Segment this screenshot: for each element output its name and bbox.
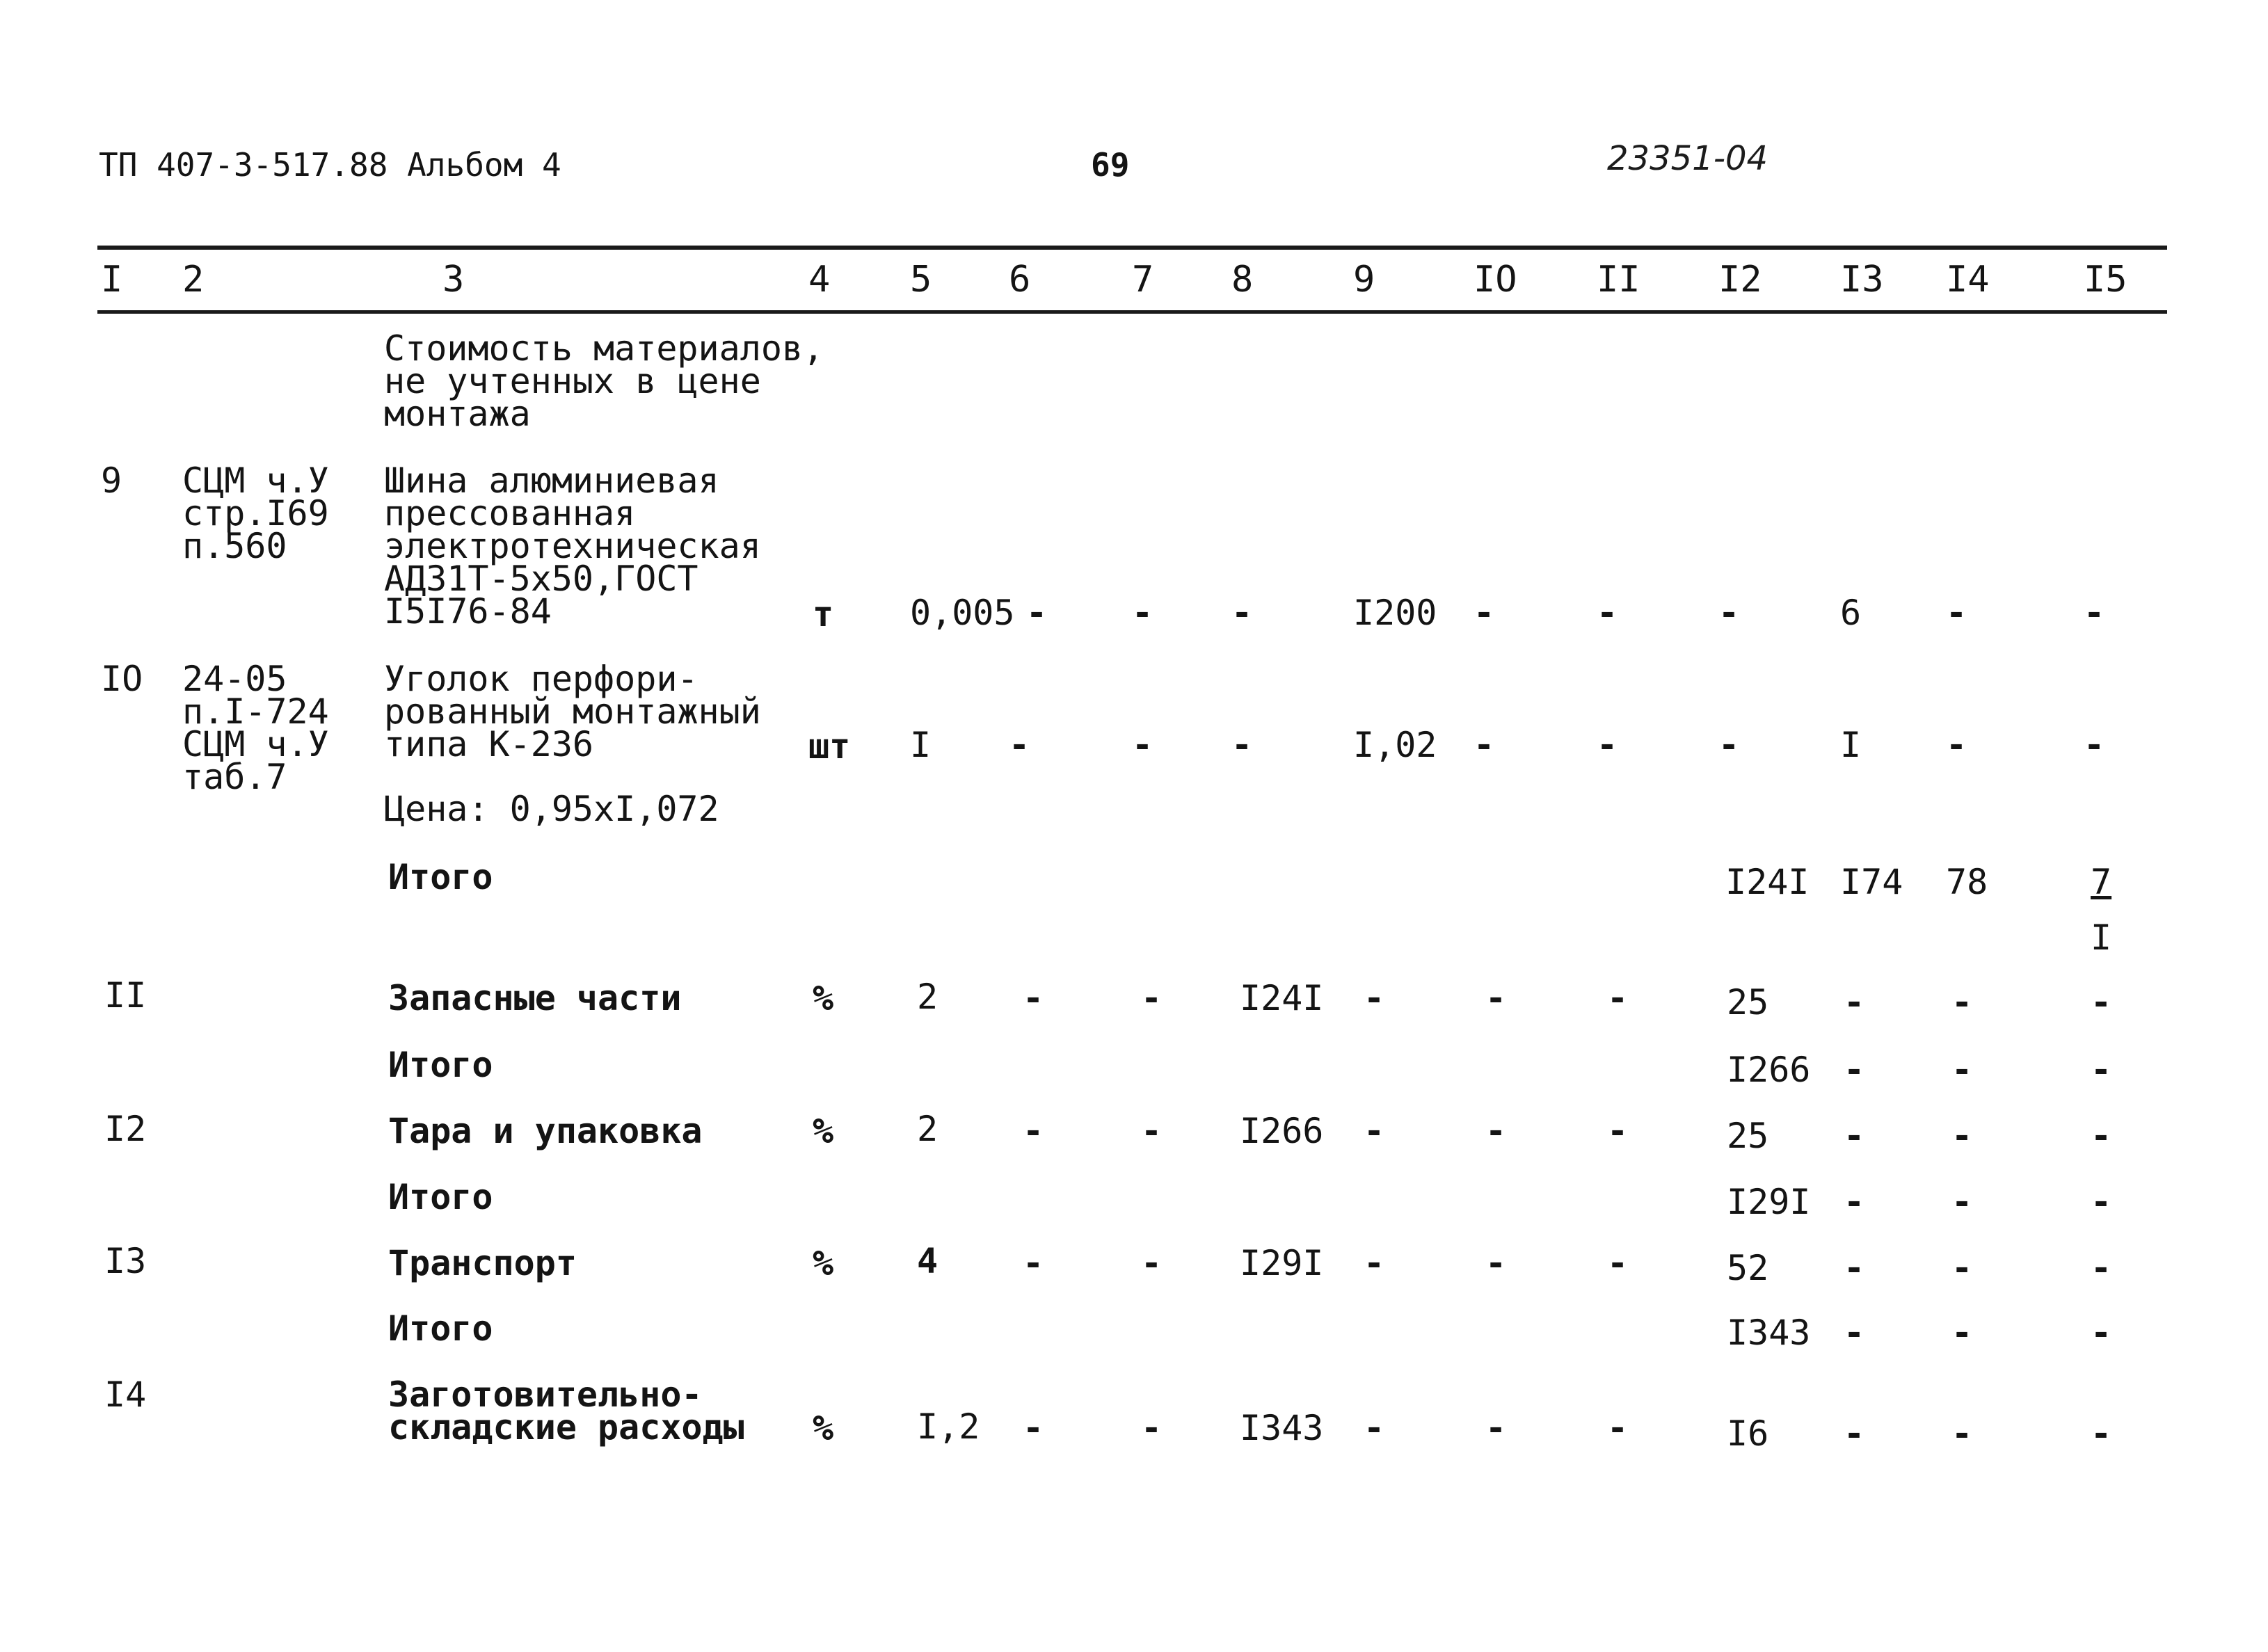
cell-c4: % <box>813 1111 834 1151</box>
cell-c11: - <box>1607 1111 1629 1151</box>
cell-c7: - <box>1141 978 1163 1018</box>
row-reference: СЦМ ч.У стр.I69 п.560 <box>182 460 329 566</box>
row-name: Итого <box>388 1177 493 1217</box>
cell-c6: - <box>1023 1408 1044 1448</box>
column-number: 3 <box>442 259 465 300</box>
cell-c12: I343 <box>1727 1313 1811 1353</box>
cell-c9: I200 <box>1353 593 1437 633</box>
cell-c10: - <box>1474 593 1495 633</box>
cell-c15: - <box>2091 1182 2112 1222</box>
cell-c8: - <box>1231 593 1253 633</box>
table-top-rule <box>97 246 2167 250</box>
cell-c15: - <box>2091 1313 2112 1353</box>
row-number: II <box>104 975 147 1016</box>
column-number: 9 <box>1353 259 1375 300</box>
cell-c8: I24I <box>1240 978 1324 1018</box>
cell-c10: - <box>1485 1243 1507 1283</box>
cell-c7: - <box>1132 593 1153 633</box>
cell-c14: - <box>1946 593 1967 633</box>
cell-c5: I,2 <box>917 1406 980 1447</box>
cell-c12: - <box>1718 725 1740 765</box>
cell-c10: - <box>1474 725 1495 765</box>
cell-c11: - <box>1607 978 1629 1018</box>
row-number: IO <box>101 659 143 699</box>
cell-c13: 6 <box>1840 593 1862 633</box>
cell-c6: - <box>1026 593 1048 633</box>
cell-c11: - <box>1607 1408 1629 1448</box>
cell-c7: - <box>1141 1408 1163 1448</box>
cell-c12: 25 <box>1727 1116 1769 1156</box>
cell-c5: 2 <box>917 1109 939 1149</box>
cell-c15: - <box>2084 593 2105 633</box>
cell-c9: I,02 <box>1353 725 1437 765</box>
cell-c11: - <box>1597 725 1618 765</box>
document-reference: ТП 407-3-517.88 Альбом 4 <box>99 146 561 184</box>
column-number: 6 <box>1009 259 1031 300</box>
cell-c9: - <box>1364 1243 1385 1283</box>
header-bottom-rule <box>97 310 2167 314</box>
cell-c12: 25 <box>1727 982 1769 1023</box>
row-number: I2 <box>104 1109 147 1149</box>
column-number: IO <box>1474 259 1517 300</box>
row-name: Уголок перфори- рованный монтажный типа К-236 <box>384 659 761 764</box>
cell-c8: - <box>1231 725 1253 765</box>
cell-c15: - <box>2091 1050 2112 1090</box>
cell-c4: % <box>813 1243 834 1283</box>
cell-c12: I29I <box>1727 1182 1811 1222</box>
column-number: I3 <box>1840 259 1884 300</box>
cell-c8: I266 <box>1240 1111 1324 1151</box>
column-number: II <box>1597 259 1640 300</box>
cell-c14: - <box>1951 1116 1973 1156</box>
cell-c14: - <box>1951 1182 1973 1222</box>
cell-c5: 2 <box>917 977 939 1017</box>
cell-c7: - <box>1141 1111 1163 1151</box>
row-reference: 24-05 п.I-724 СЦМ ч.У таб.7 <box>182 659 329 797</box>
row-number: 9 <box>101 460 122 501</box>
cell-c10: - <box>1485 1408 1507 1448</box>
cell-c6: - <box>1023 978 1044 1018</box>
cell-c14: - <box>1951 1050 1973 1090</box>
cell-c13: I74 <box>1840 862 1903 902</box>
column-number: I5 <box>2084 259 2127 300</box>
cell-c10: - <box>1485 978 1507 1018</box>
cell-c4: шт <box>808 726 851 767</box>
cell-c11: - <box>1607 1243 1629 1283</box>
cell-c4: т <box>813 594 834 634</box>
column-number: 8 <box>1231 259 1254 300</box>
cell-c12: I24I <box>1725 862 1810 902</box>
cell-c6: - <box>1023 1111 1044 1151</box>
row-name: Итого <box>388 857 493 897</box>
cell-c8: I29I <box>1240 1243 1324 1283</box>
cell-c9: - <box>1364 978 1385 1018</box>
cell-c13: - <box>1844 982 1865 1023</box>
cell-c4: % <box>813 1408 834 1448</box>
column-number: 7 <box>1132 259 1154 300</box>
cell-c13: - <box>1844 1050 1865 1090</box>
cell-c12: I266 <box>1727 1050 1811 1090</box>
cell-c15: - <box>2091 982 2112 1023</box>
cell-c12: I6 <box>1727 1413 1769 1454</box>
cell-c15: - <box>2084 725 2105 765</box>
section-title: Стоимость материалов, не учтенных в цене монтажа <box>384 328 824 434</box>
cell-c9: - <box>1364 1111 1385 1151</box>
cell-c6: - <box>1009 725 1030 765</box>
column-number: 5 <box>910 259 932 300</box>
row-name: Итого <box>388 1045 493 1085</box>
cell-c4: % <box>813 978 834 1018</box>
cell-c15: - <box>2091 1116 2112 1156</box>
row-number: I4 <box>104 1374 147 1415</box>
row-name: Тара и упаковка <box>388 1111 703 1151</box>
cell-c8: I343 <box>1240 1408 1324 1448</box>
row-number: I3 <box>104 1241 147 1281</box>
row-name: Запасные части <box>388 978 682 1018</box>
cell-c12: - <box>1718 593 1740 633</box>
cell-c15: - <box>2091 1248 2112 1288</box>
column-number: I <box>101 259 123 300</box>
cell-c5: 0,005 <box>910 593 1015 633</box>
page-number: 69 <box>1091 146 1130 184</box>
column-number: 2 <box>182 259 205 300</box>
column-number: 4 <box>808 259 831 300</box>
cell-c10: - <box>1485 1111 1507 1151</box>
cell-c13: - <box>1844 1248 1865 1288</box>
cell-c12: 52 <box>1727 1248 1769 1288</box>
cell-c7: - <box>1132 725 1153 765</box>
cell-c14: - <box>1951 1413 1973 1454</box>
cell-c13: - <box>1844 1116 1865 1156</box>
cell-c15: - <box>2091 1413 2112 1454</box>
price-note: Цена: 0,95хI,072 <box>384 789 719 829</box>
cell-c13: - <box>1844 1413 1865 1454</box>
cell-c11: - <box>1597 593 1618 633</box>
cell-c13: - <box>1844 1182 1865 1222</box>
cell-c14: 78 <box>1946 862 1988 902</box>
cell-c13: I <box>1840 725 1862 765</box>
cell-c14: - <box>1951 1313 1973 1353</box>
cell-c14: - <box>1951 1248 1973 1288</box>
cell-c7: - <box>1141 1243 1163 1283</box>
cell-c15-denominator: I <box>2091 917 2112 958</box>
column-number: I2 <box>1718 259 1762 300</box>
cell-c9: - <box>1364 1408 1385 1448</box>
cell-c6: - <box>1023 1243 1044 1283</box>
cell-c14: - <box>1946 725 1967 765</box>
cell-c5: I <box>910 725 932 765</box>
row-name: Шина алюминиевая прессованная электротехническая АД31Т-5х50,ГОСТ I5I76-84 <box>384 460 761 632</box>
handwritten-number: 23351-04 <box>1607 139 1768 178</box>
cell-c13: - <box>1844 1313 1865 1353</box>
row-name: Заготовительно- складские расходы <box>388 1374 744 1447</box>
cell-c5: 4 <box>917 1241 939 1281</box>
row-name: Транспорт <box>388 1243 577 1283</box>
row-name: Итого <box>388 1308 493 1349</box>
cell-c14: - <box>1951 982 1973 1023</box>
column-number: I4 <box>1946 259 1990 300</box>
cell-c15-numerator: 7 <box>2091 862 2112 902</box>
